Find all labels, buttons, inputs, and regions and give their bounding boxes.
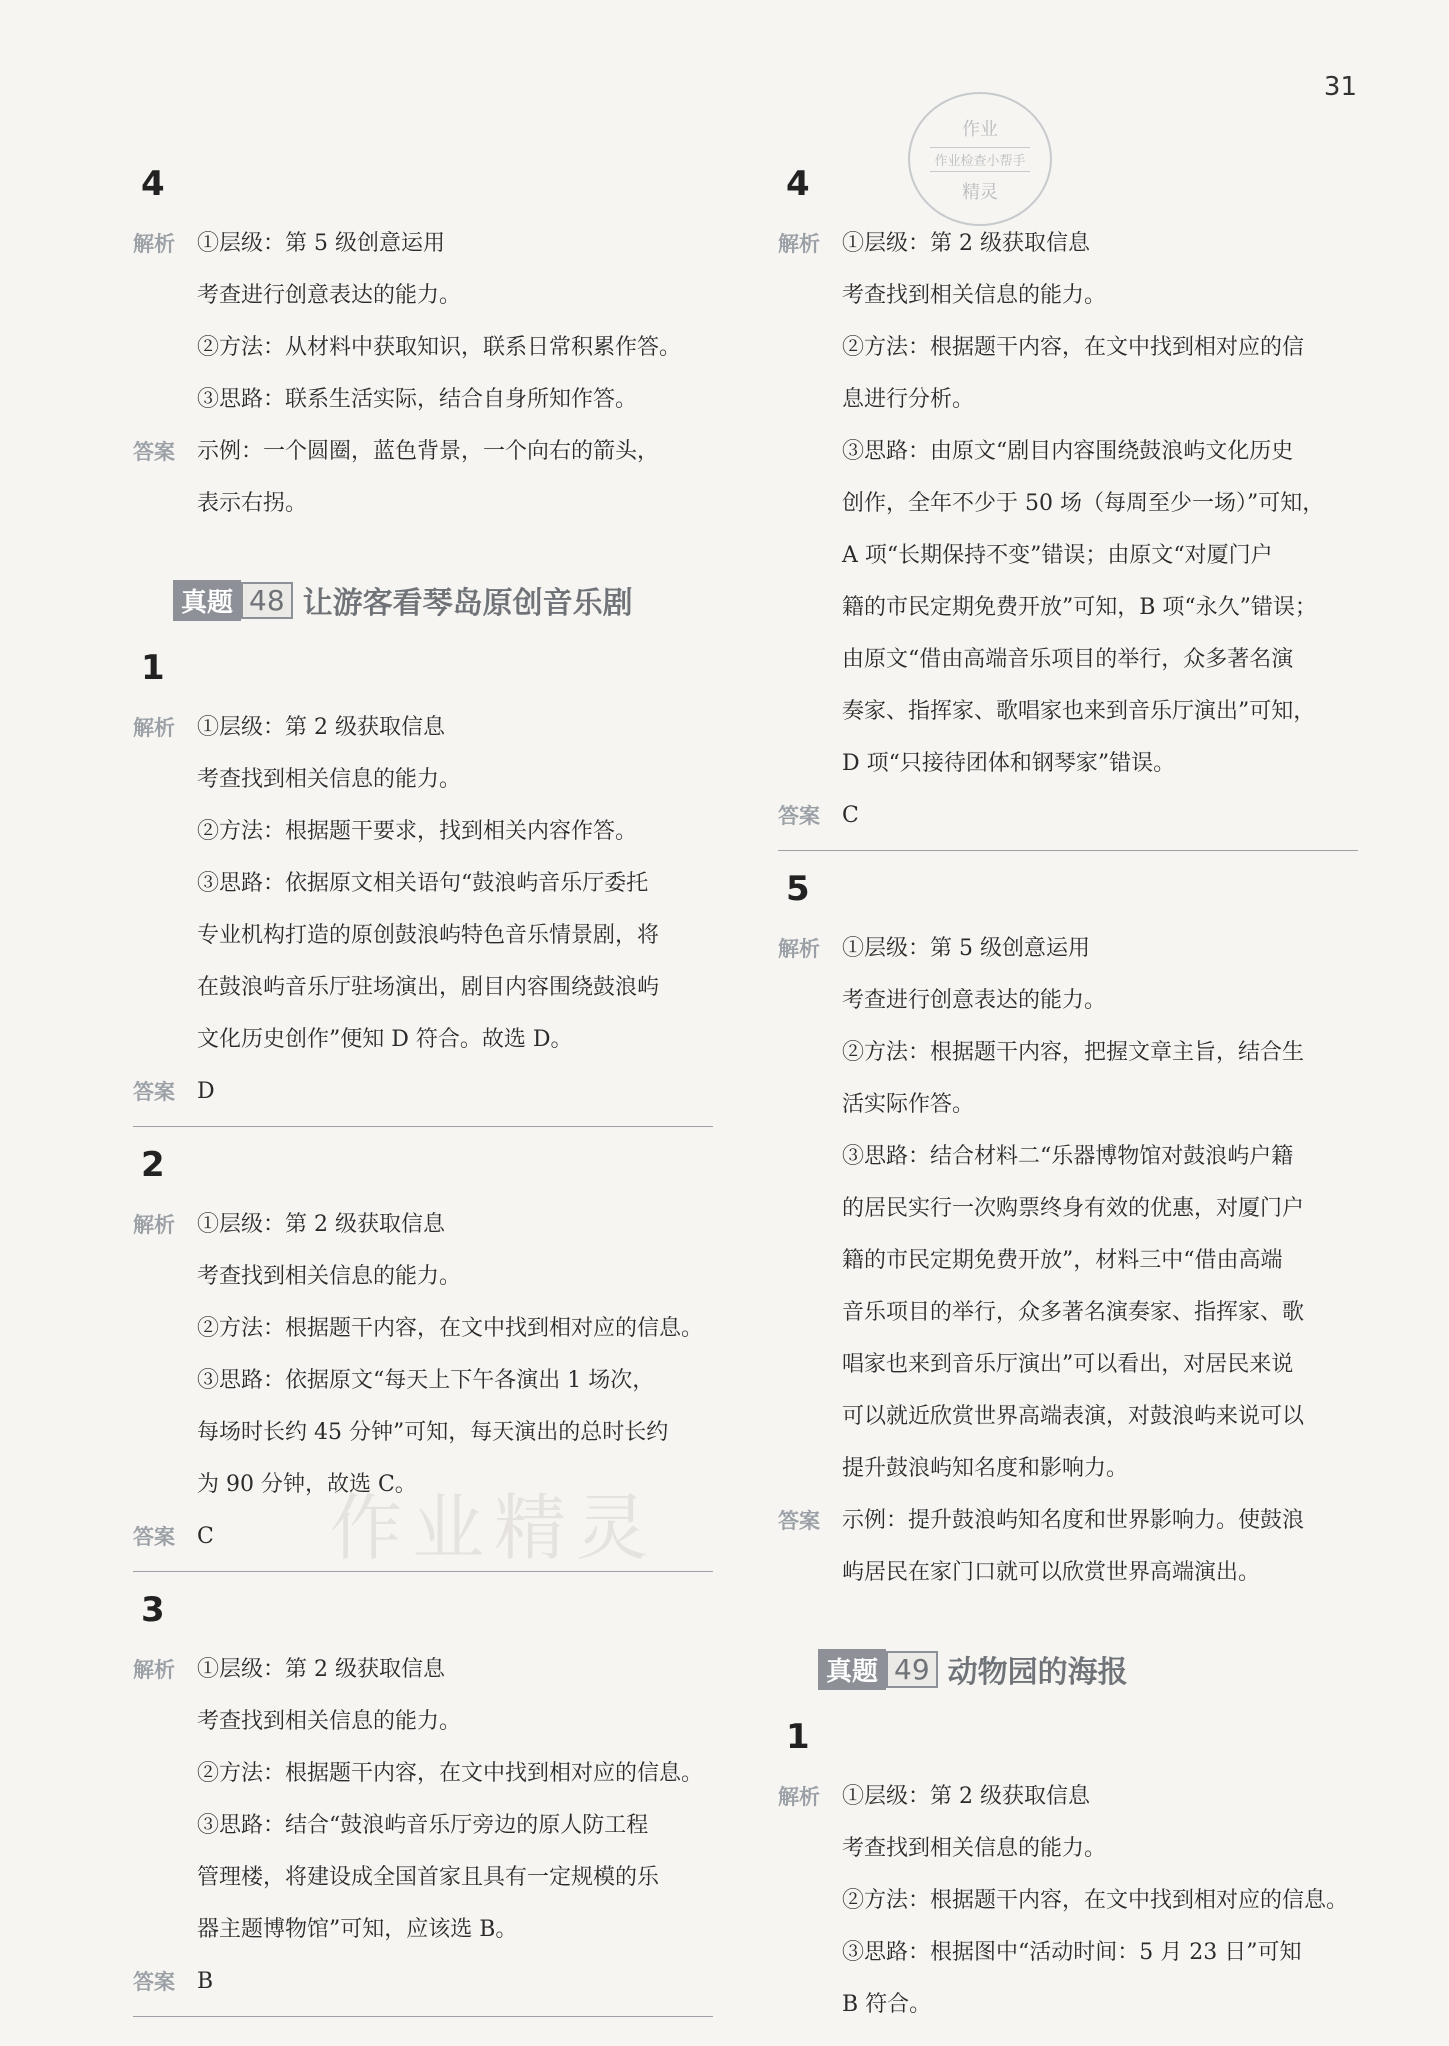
idea-line: 文化历史创作”便知 D 符合。故选 D。 (197, 1027, 573, 1052)
question-number: 3 (141, 1590, 165, 1630)
analysis-tag: 解析 (778, 232, 820, 256)
level-desc: 考查进行创意表达的能力。 (197, 283, 462, 308)
divider (133, 2016, 713, 2017)
level-line: ①层级：第 2 级获取信息 (842, 1784, 1090, 1809)
method-line: ②方法：根据题干内容，在文中找到相对应的信息。 (197, 1316, 704, 1341)
method-line: ②方法：根据题干内容，把握文章主旨，结合生 (842, 1040, 1305, 1065)
method-line: ②方法：根据题干内容，在文中找到相对应的信息。 (842, 1888, 1349, 1913)
answer-text: 示例：一个圆圈，蓝色背景，一个向右的箭头， (197, 439, 660, 464)
section-title-text: 让游客看琴岛原创音乐剧 (302, 586, 633, 621)
stamp-bottom-text: 精灵 (962, 181, 998, 203)
idea-line: B 符合。 (842, 1992, 932, 2017)
analysis-tag: 解析 (778, 1785, 820, 1809)
method-line: ②方法：根据题干内容，在文中找到相对应的信 (842, 335, 1305, 360)
method-line: ②方法：根据题干要求，找到相关内容作答。 (197, 819, 638, 844)
section-title (173, 578, 713, 622)
level-line: ①层级：第 2 级获取信息 (197, 1657, 445, 1682)
level-line: ①层级：第 2 级获取信息 (197, 1212, 445, 1237)
method-line: 息进行分析。 (842, 387, 975, 412)
idea-line: 由原文“借由高端音乐项目的举行，众多著名演 (842, 647, 1294, 672)
level-line: ①层级：第 2 级获取信息 (197, 715, 445, 740)
idea-line: ③思路：结合“鼓浪屿音乐厅旁边的原人防工程 (197, 1813, 649, 1838)
right-column (778, 160, 1358, 2031)
idea-line: 器主题博物馆”可知，应该选 B。 (197, 1917, 518, 1942)
idea-line: 的居民实行一次购票终身有效的优惠，对厦门户 (842, 1196, 1305, 1221)
divider (133, 1571, 713, 1572)
answer-tag: 答案 (133, 1080, 175, 1104)
idea-line: 创作，全年不少于 50 场（每周至少一场）”可知， (842, 491, 1325, 516)
answer-text: 屿居民在家门口就可以欣赏世界高端演出。 (842, 1560, 1261, 1585)
level-desc: 考查找到相关信息的能力。 (197, 767, 462, 792)
idea-line: 奏家、指挥家、歌唱家也来到音乐厅演出”可知， (842, 699, 1316, 724)
section-title-text: 动物园的海报 (947, 1655, 1128, 1690)
level-desc: 考查进行创意表达的能力。 (842, 988, 1107, 1013)
idea-line: 可以就近欣赏世界高端表演，对鼓浪屿来说可以 (842, 1404, 1305, 1429)
question-number: 2 (141, 1145, 165, 1185)
divider (133, 1126, 713, 1127)
idea-line: ③思路：由原文“剧目内容围绕鼓浪屿文化历史 (842, 439, 1294, 464)
idea-line: 音乐项目的举行，众多著名演奏家、指挥家、歌 (842, 1300, 1305, 1325)
idea-line: 籍的市民定期免费开放”可知，B 项“永久”错误； (842, 595, 1317, 620)
answer-text: 示例：提升鼓浪屿知名度和世界影响力。使鼓浪 (842, 1508, 1305, 1533)
level-line: ①层级：第 2 级获取信息 (842, 231, 1090, 256)
level-desc: 考查找到相关信息的能力。 (842, 283, 1107, 308)
answer-tag: 答案 (133, 1525, 175, 1549)
analysis-tag: 解析 (133, 1658, 175, 1682)
answer-text: 表示右拐。 (197, 491, 308, 516)
watermark: 作业精灵 (330, 1486, 659, 1570)
answer-tag: 答案 (778, 804, 820, 828)
section-badge: 真题 (173, 580, 241, 621)
question-number: 4 (786, 164, 810, 204)
idea-line: ③思路：依据原文“每天上下午各演出 1 场次， (197, 1368, 655, 1393)
idea-line: 专业机构打造的原创鼓浪屿特色音乐情景剧，将 (197, 923, 660, 948)
analysis-tag: 解析 (778, 937, 820, 961)
question-number: 1 (141, 648, 165, 688)
level-desc: 考查找到相关信息的能力。 (842, 1836, 1107, 1861)
idea-line: A 项“长期保持不变”错误；由原文“对厦门户 (842, 543, 1273, 568)
answer-text: D (197, 1079, 215, 1104)
analysis-tag: 解析 (133, 232, 175, 256)
idea-line: 提升鼓浪屿知名度和影响力。 (842, 1456, 1129, 1481)
analysis-tag: 解析 (133, 716, 175, 740)
method-line: ②方法：从材料中获取知识，联系日常积累作答。 (197, 335, 682, 360)
method-line: 活实际作答。 (842, 1092, 975, 1117)
answer-text: C (842, 803, 859, 828)
level-desc: 考查找到相关信息的能力。 (197, 1709, 462, 1734)
idea-line: 唱家也来到音乐厅演出”可以看出，对居民来说 (842, 1352, 1294, 1377)
answer-tag: 答案 (778, 1509, 820, 1533)
stamp-middle-text: 作业检查小帮手 (930, 147, 1029, 172)
answer-tag: 答案 (133, 440, 175, 464)
question-number: 4 (141, 164, 165, 204)
level-desc: 考查找到相关信息的能力。 (197, 1264, 462, 1289)
answer-text: B (197, 1969, 214, 1994)
page-number: 31 (1323, 72, 1357, 102)
idea-line: ③思路：根据图中“活动时间：5 月 23 日”可知 (842, 1940, 1302, 1965)
analysis-tag: 解析 (133, 1213, 175, 1237)
method-line: ②方法：根据题干内容，在文中找到相对应的信息。 (197, 1761, 704, 1786)
idea-line: ③思路：联系生活实际，结合自身所知作答。 (197, 387, 638, 412)
answer-text: C (197, 1524, 214, 1549)
idea-line: D 项“只接待团体和钢琴家”错误。 (842, 751, 1176, 776)
idea-line: 籍的市民定期免费开放”，材料三中“借由高端 (842, 1248, 1283, 1273)
answer-tag: 答案 (133, 1970, 175, 1994)
question-number: 5 (786, 869, 810, 909)
idea-line: 为 90 分钟，故选 C。 (197, 1472, 417, 1497)
section-badge: 真题 (818, 1649, 886, 1690)
level-line: ①层级：第 5 级创意运用 (842, 936, 1090, 961)
idea-line: 管理楼，将建设成全国首家且具有一定规模的乐 (197, 1865, 660, 1890)
divider (778, 850, 1358, 851)
level-line: ①层级：第 5 级创意运用 (197, 231, 445, 256)
section-title (818, 1647, 1358, 1691)
stamp-top-text: 作业 (962, 118, 998, 140)
left-column (133, 160, 713, 2035)
idea-line: 在鼓浪屿音乐厅驻场演出，剧目内容围绕鼓浪屿 (197, 975, 660, 1000)
idea-line: ③思路：结合材料二“乐器博物馆对鼓浪屿户籍 (842, 1144, 1294, 1169)
idea-line: ③思路：依据原文相关语句“鼓浪屿音乐厅委托 (197, 871, 649, 896)
idea-line: 每场时长约 45 分钟”可知，每天演出的总时长约 (197, 1420, 669, 1445)
section-number: 49 (886, 1651, 938, 1688)
section-number: 48 (241, 582, 293, 619)
question-number: 1 (786, 1717, 810, 1757)
